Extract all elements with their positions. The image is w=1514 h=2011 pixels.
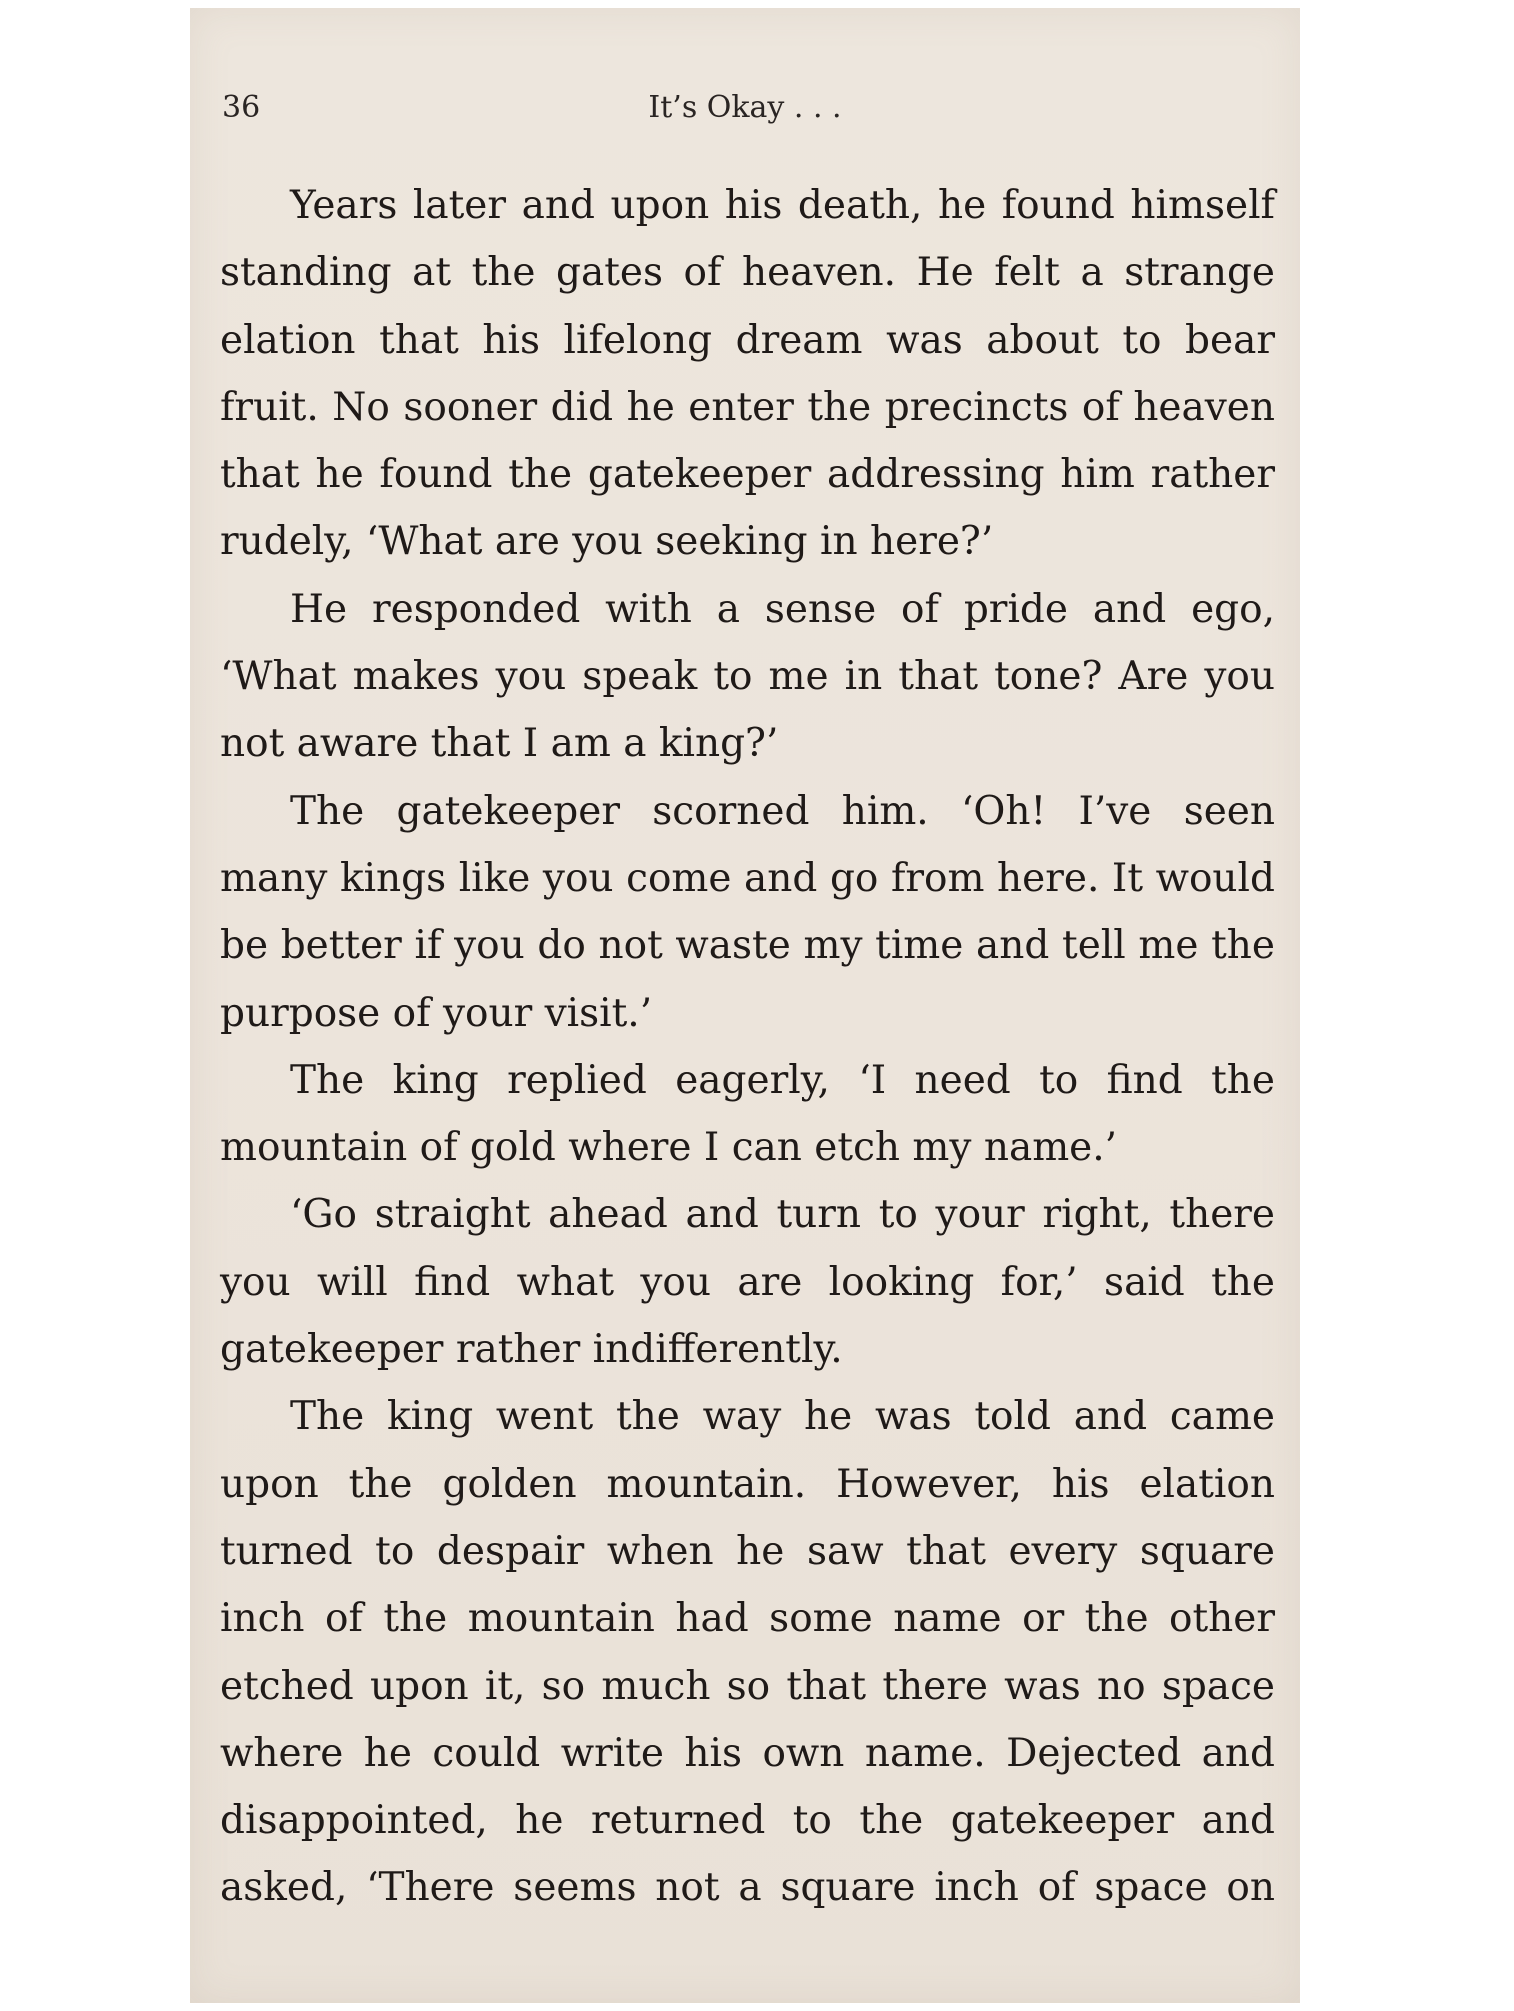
paragraph: The gatekeeper scorned him. ‘Oh! I’ve seen many kings like you come and go from here. It would be better if you do not waste my time and tell me the purpose of your visit.’ xyxy=(220,788,1275,1036)
paragraph: The king went the way he was told and came upon the golden mountain. However, his elation turned to despair when he saw that every square inch of the mountain had some name or the other etched upon it, so much so that there was no space where he could write his own name. Dejected and disappointed, he returned to the gatekeeper and asked, ‘There seems not a square inch of space on xyxy=(220,1394,1275,1911)
paragraph: Years later and upon his death, he found himself standing at the gates of heaven. He felt a strange elation that his lifelong dream was about to bear fruit. No sooner did he enter the precincts of heaven that he found the gatekeeper addressing him rather rudely, ‘What are you seeking in here?’ xyxy=(220,183,1275,565)
page-header xyxy=(190,90,1300,130)
running-head: It’s Okay . . . xyxy=(648,90,842,125)
book-page xyxy=(190,8,1300,2003)
body-text xyxy=(220,172,1275,1922)
paragraph: The king replied eagerly, ‘I need to find the mountain of gold where I can etch my name.’ xyxy=(220,1057,1275,1171)
paragraph: ‘Go straight ahead and turn to your right, there you will find what you are looking for,’ said the gatekeeper rather indifferently. xyxy=(220,1192,1275,1373)
page-number: 36 xyxy=(222,90,261,125)
paragraph: He responded with a sense of pride and ego, ‘What makes you speak to me in that tone? Are you not aware that I am a king?’ xyxy=(220,586,1275,767)
